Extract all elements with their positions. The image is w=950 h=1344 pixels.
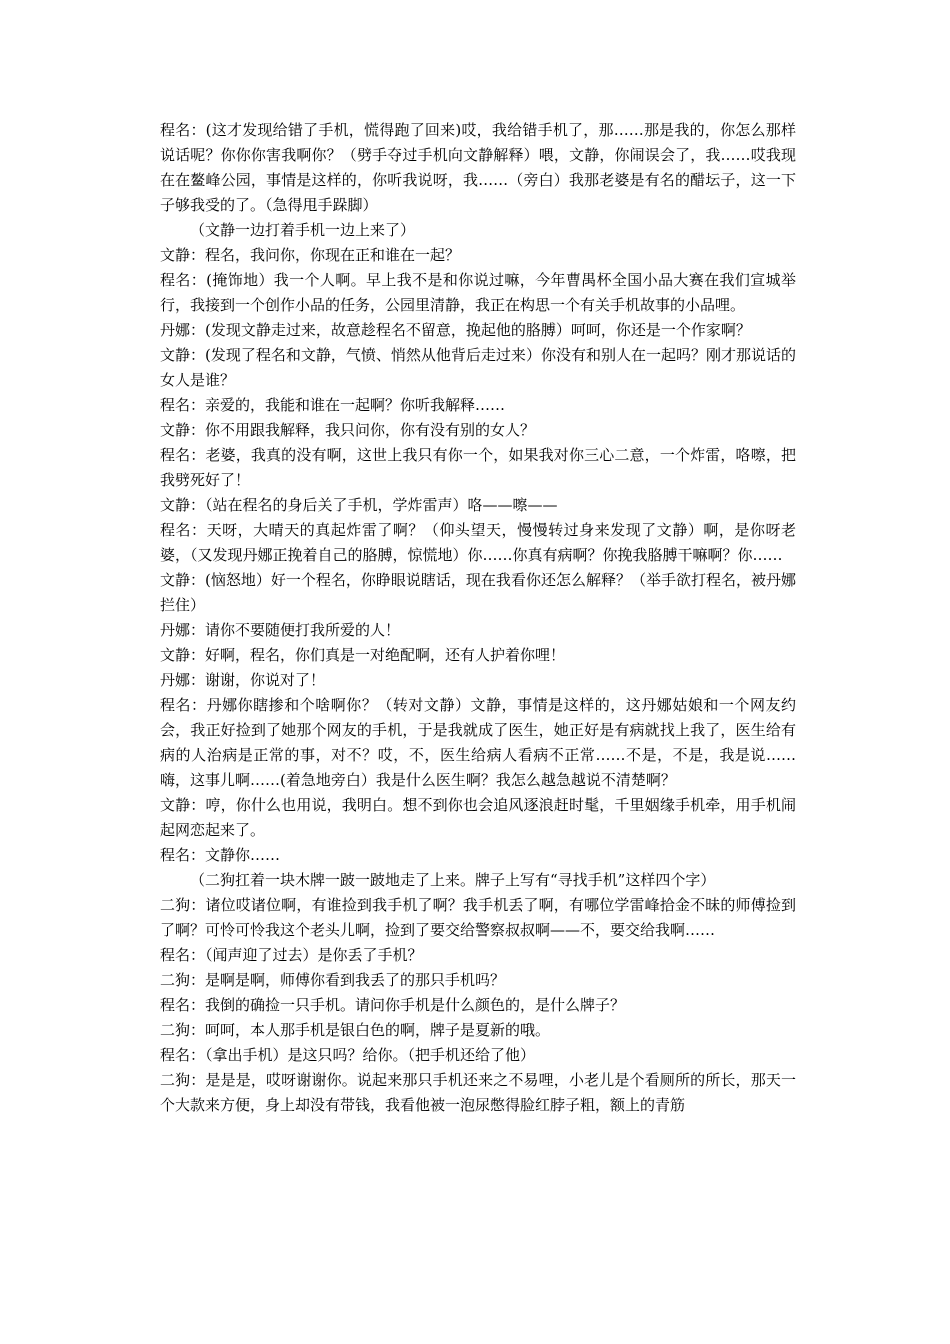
- dialogue-line: 二狗：是啊是啊，师傅你看到我丢了的那只手机吗？: [160, 971, 506, 989]
- dialogue-line: 程名：文静你……: [160, 846, 281, 864]
- dialogue-line: 程名：(掩饰地）我一个人啊。早上我不是和你说过嘛，今年曹禺杯全国小品大赛在我们宣城举行，我接到一个创作小品的任务，公园里清静，我正在构思一个有关手机故事的小品哩。: [160, 271, 796, 314]
- stage-direction: （文静一边打着手机一边上来了）: [190, 221, 416, 239]
- script-page: [160, 118, 796, 1118]
- dialogue-line: 文静：(恼怒地）好一个程名，你睁眼说瞎话，现在我看你还怎么解释？（举手欲打程名，被丹娜拦住）: [160, 571, 796, 614]
- dialogue-line: 文静：你不用跟我解释，我只问你，你有没有别的女人？: [160, 421, 536, 439]
- dialogue-line: 程名：亲爱的，我能和谁在一起啊？你听我解释……: [160, 396, 506, 414]
- dialogue-line: 程名：天呀，大晴天的真起炸雷了啊？（仰头望天，慢慢转过身来发现了文静）啊，是你呀老婆，（又发现丹娜正挽着自己的胳膊，惊慌地）你……你真有病啊？你挽我胳膊干嘛啊？你……: [160, 521, 796, 564]
- dialogue-line: 文静：(发现了程名和文静，气愤、悄然从他背后走过来）你没有和别人在一起吗？刚才那说话的女人是谁？: [160, 346, 796, 389]
- dialogue-line: 文静：程名，我问你，你现在正和谁在一起？: [160, 246, 461, 264]
- dialogue-line: 丹娜：请你不要随便打我所爱的人！: [160, 621, 401, 639]
- dialogue-line: 二狗：是是是，哎呀谢谢你。说起来那只手机还来之不易哩，小老儿是个看厕所的所长，那天一个大款来方便，身上却没有带钱，我看他被一泡尿憋得脸红脖子粗，额上的青筋: [160, 1071, 796, 1114]
- dialogue-line: 文静：好啊，程名，你们真是一对绝配啊，还有人护着你哩！: [160, 646, 566, 664]
- dialogue-line: 二狗：诸位哎诸位啊，有谁捡到我手机了啊？我手机丢了啊，有哪位学雷峰拾金不昧的师傅捡到了啊？可怜可怜我这个老头儿啊，捡到了要交给警察叔叔啊——不，要交给我啊……: [160, 896, 796, 939]
- dialogue-line: 程名：（拿出手机）是这只吗？给你。（把手机还给了他）: [160, 1046, 536, 1064]
- dialogue-line: 文静：哼，你什么也用说，我明白。想不到你也会追风逐浪赶时髦，千里姻缘手机牵，用手机闹起网恋起来了。: [160, 796, 796, 839]
- dialogue-line: 程名：丹娜你瞎掺和个啥啊你？（转对文静）文静，事情是这样的，这丹娜姑娘和一个网友约会，我正好捡到了她那个网友的手机，于是我就成了医生，她正好是有病就找上我了，医生给有病的人治病是正常的事，对不？哎，不，医生给病人看病不正常……不是，不是，我是说……嗨，这事儿啊……(着急地旁白）我是什么医生啊？我怎么越急越说不清楚啊？: [160, 696, 796, 789]
- dialogue-line: 二狗：呵呵，本人那手机是银白色的啊，牌子是夏新的哦。: [160, 1021, 551, 1039]
- dialogue-line: 丹娜：谢谢，你说对了！: [160, 671, 326, 689]
- stage-direction: （二狗扛着一块木牌一跛一跛地走了上来。牌子上写有“寻找手机”这样四个字）: [190, 871, 716, 889]
- dialogue-line: 程名：我倒的确捡一只手机。请问你手机是什么颜色的，是什么牌子？: [160, 996, 626, 1014]
- dialogue-line: 丹娜：(发现文静走过来，故意趁程名不留意，挽起他的胳膊）呵呵，你还是一个作家啊？: [160, 321, 751, 339]
- dialogue-line: 文静：（站在程名的身后关了手机，学炸雷声）咯——嚓——: [160, 496, 558, 514]
- dialogue-line: 程名：老婆，我真的没有啊，这世上我只有你一个，如果我对你三心二意，一个炸雷，咯嚓，把我劈死好了！: [160, 446, 796, 489]
- dialogue-line: 程名：(这才发现给错了手机，慌得跑了回来)哎，我给错手机了，那……那是我的，你怎么那样说话呢？你你你害我啊你？（劈手夺过手机向文静解释）喂，文静，你闹误会了，我……哎我现在在鳌峰公园，事情是这样的，你听我说呀，我……（旁白）我那老婆是有名的醋坛子，这一下子够我受的了。（急得甩手跺脚）: [160, 121, 796, 214]
- dialogue-line: 程名：（闻声迎了过去）是你丢了手机？: [160, 946, 423, 964]
